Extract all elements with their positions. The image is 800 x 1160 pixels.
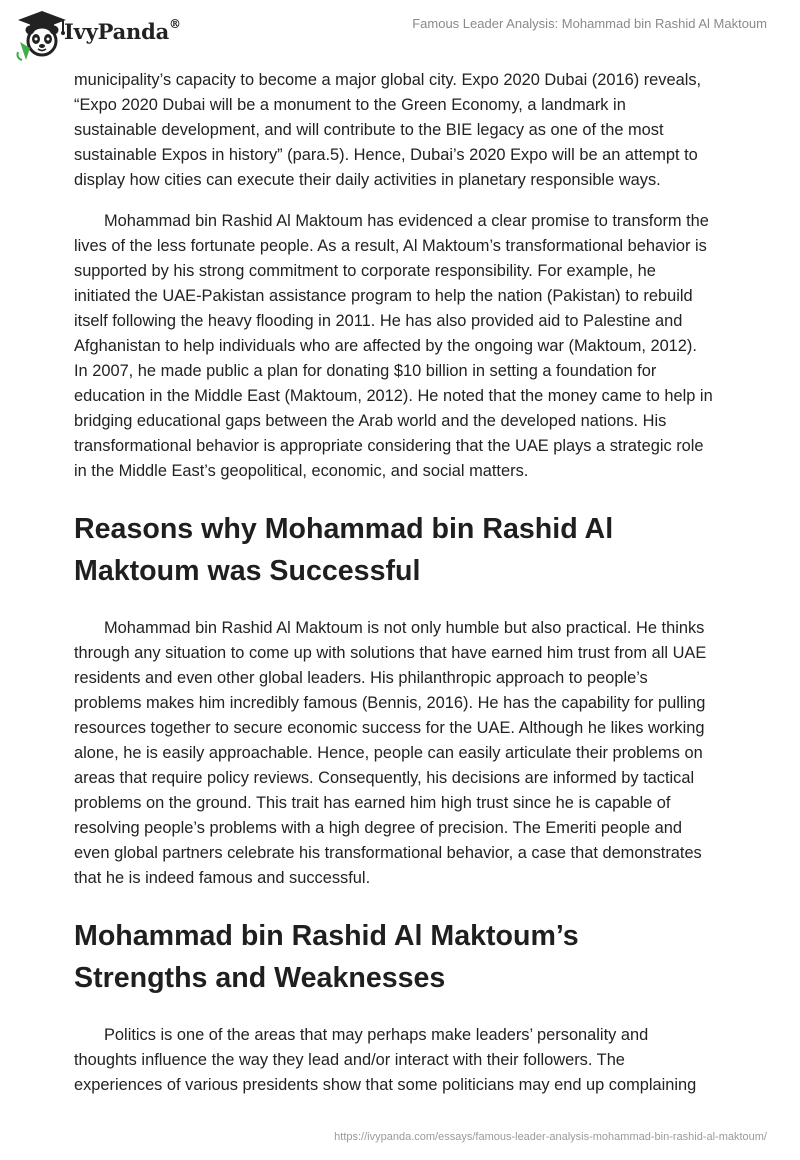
text-line: problems makes him incredibly famous (Bennis, 2016). He has the capability for pulling	[74, 694, 706, 712]
heading-line: Reasons why Mohammad bin Rashid Al	[74, 513, 614, 545]
logo[interactable]	[14, 8, 70, 62]
text-line: problems on the ground. This trait has earned him high trust since he is capable of	[74, 794, 671, 812]
paragraph	[74, 68, 726, 193]
text-line: education in the Middle East (Maktoum, 2012). He noted that the money came to help in	[74, 387, 713, 405]
heading-line: Strengths and Weaknesses	[74, 962, 446, 994]
heading-line: Maktoum was Successful	[74, 555, 421, 587]
brand-text: IvyPanda	[64, 19, 170, 44]
text-line: that he is indeed famous and successful.	[74, 869, 371, 887]
paragraph	[74, 616, 726, 891]
text-line: Mohammad bin Rashid Al Maktoum is not only humble but also practical. He thinks	[104, 619, 705, 637]
essay-body	[74, 68, 726, 1098]
text-line: Mohammad bin Rashid Al Maktoum has evidenced a clear promise to transform the	[104, 212, 709, 230]
paragraph	[74, 209, 726, 484]
text-line: resources together to secure economic success for the UAE. Although he likes working	[74, 719, 705, 737]
document-title: Famous Leader Analysis: Mohammad bin Rashid Al Maktoum	[412, 16, 767, 31]
text-line: residents and even other global leaders. His philanthropic approach to people’s	[74, 669, 648, 687]
text-line: in the Middle East’s geopolitical, economic, and social matters.	[74, 462, 529, 480]
page-header	[0, 0, 800, 70]
text-line: resolving people’s problems with a high degree of precision. The Emeriti people and	[74, 819, 683, 837]
text-line: supported by his strong commitment to corporate responsibility. For example, he	[74, 262, 656, 280]
text-line: thoughts influence the way they lead and/or interact with their followers. The	[74, 1051, 625, 1069]
brand-name[interactable]	[64, 19, 181, 44]
text-line: sustainable development, and will contribute to the BIE legacy as one of the most	[74, 121, 664, 139]
heading-line: Mohammad bin Rashid Al Maktoum’s	[74, 920, 579, 952]
text-line: areas that require policy reviews. Consequently, his decisions are informed by tactical	[74, 769, 695, 787]
text-line: “Expo 2020 Dubai will be a monument to the Green Economy, a landmark in	[74, 96, 626, 114]
text-line: experiences of various presidents show that some politicians may end up complaining	[74, 1076, 697, 1094]
paragraph	[74, 1023, 726, 1098]
panda-graduation-cap-icon	[14, 8, 70, 62]
section-heading	[74, 915, 726, 999]
registered-mark: ®	[169, 17, 181, 31]
text-line: Afghanistan to help individuals who are affected by the ongoing war (Maktoum, 2012).	[74, 337, 697, 355]
text-line: municipality’s capacity to become a major global city. Expo 2020 Dubai (2016) reveals,	[74, 71, 702, 89]
text-line: initiated the UAE-Pakistan assistance program to help the nation (Pakistan) to rebuild	[74, 287, 693, 305]
text-line: In 2007, he made public a plan for donating $10 billion in setting a foundation for	[74, 362, 657, 380]
text-line: through any situation to come up with solutions that have earned him trust from all UAE	[74, 644, 707, 662]
text-line: display how cities can execute their daily activities in planetary responsible ways.	[74, 171, 661, 189]
section-heading	[74, 508, 726, 592]
text-line: transformational behavior is appropriate considering that the UAE plays a strategic role	[74, 437, 704, 455]
text-line: lives of the less fortunate people. As a result, Al Maktoum’s transformational behavior is	[74, 237, 707, 255]
text-line: bridging educational gaps between the Arab world and the developed nations. His	[74, 412, 667, 430]
text-line: Politics is one of the areas that may perhaps make leaders’ personality and	[104, 1026, 649, 1044]
text-line: sustainable Expos in history” (para.5). Hence, Dubai’s 2020 Expo will be an attempt to	[74, 146, 698, 164]
text-line: alone, he is easily approachable. Hence, people can easily articulate their problems on	[74, 744, 703, 762]
text-line: itself following the heavy flooding in 2011. He has also provided aid to Palestine and	[74, 312, 683, 330]
footer-url[interactable]: https://ivypanda.com/essays/famous-leader-analysis-mohammad-bin-rashid-al-maktoum/	[334, 1131, 767, 1143]
text-line: even global partners celebrate his transformational behavior, a case that demonstrates	[74, 844, 702, 862]
